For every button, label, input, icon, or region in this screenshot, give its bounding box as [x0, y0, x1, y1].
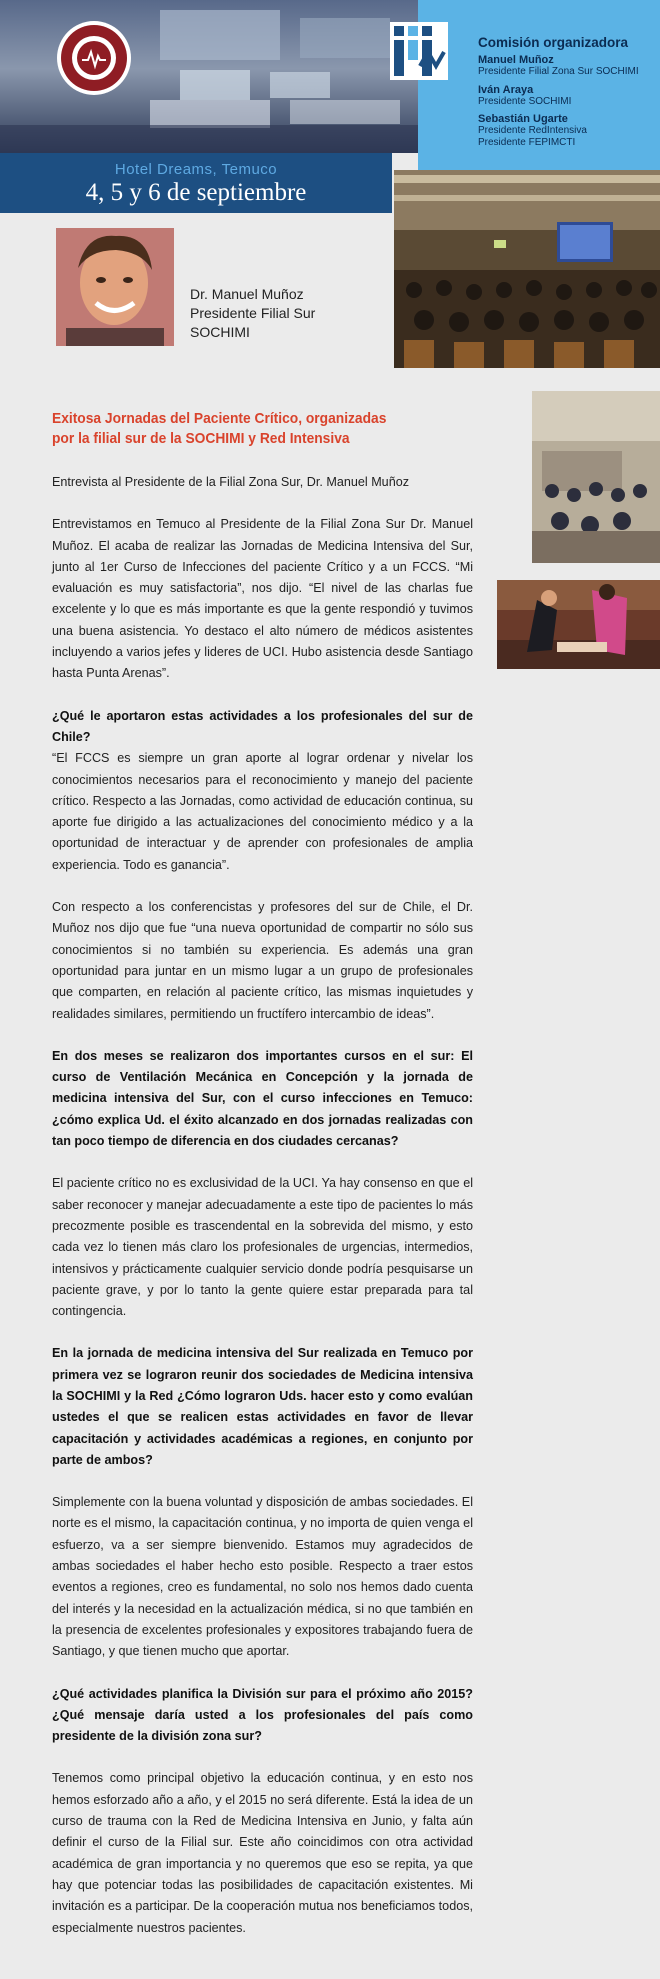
committee-member-name: Manuel Muñoz: [478, 54, 554, 66]
interview-question: En dos meses se realizaron dos importantes cursos en el sur: El curso de Ventilación Mecánica en Concepción y la jornada de medicina intensiva del Sur, con el curso infecciones en Temuco: ¿cómo explica Ud. el éxito alcanzado en dos jornadas realizadas con tan poco tiempo de diferencia en dos ciudades cercanas?: [52, 1048, 473, 1149]
event-dates: 4, 5 y 6 de septiembre: [85, 179, 307, 206]
committee-member-role: Presidente FEPIMCTI: [478, 136, 576, 148]
society-seal-logo: [56, 20, 132, 96]
article-paragraph: El paciente crítico no es exclusividad de la UCI. Ya hay consenso en que el saber reconocer y manejar adecuadamente a este tipo de pacientes lo más precozmente posible es trascendental en la sobrevida del mismo, y esto cada vez lo tienen más claro los profesionales de urgencias, intermedios, intensivos y prácticamente cualquier servicio donde podría pesquisarse un paciente grave, y por lo tanto la gente quiere estar preparada para tal contingencia.: [52, 1176, 473, 1319]
article-subtitle: Entrevista al Presidente de la Filial Zona Sur, Dr. Manuel Muñoz: [52, 475, 409, 489]
committee-member-name: Iván Araya: [478, 83, 534, 96]
date-band: [0, 153, 392, 213]
committee-panel: [418, 0, 660, 170]
caption-org: SOCHIMI: [190, 324, 250, 340]
article-paragraph: Simplemente con la buena voluntad y disposición de ambas sociedades. El norte es el mismo, la capacitación continua, y no importa de quien venga el esfuerzo, va a ser siempre bienvenido. Estamos muy agradecidos de ambas sociedades el haber hecho esto posible. Respecto a traer estos eventos a regiones, creo es fundamental, no solo nos hemos dado cuenta del interés y la necesidad en la actualización médica, si no que también en la presencia de excelentes profesionales y expositores trabajando fuera de Santiago, y que tienen mucho que aportar.: [52, 1495, 473, 1659]
article-paragraph: “El FCCS es siempre un gran aporte al lograr ordenar y nivelar los conocimientos necesarios para el reconocimiento y manejo del paciente crítico. Respecto a las Jornadas, como actividad de educación continua, su aporte fue dirigido a las actualizaciones del conocimiento médico y a la oportunidad de interactuar y de aprender con profesionales de amplia experiencia. Todo es ganancia”.: [52, 751, 473, 872]
interview-question: ¿Qué actividades planifica la División sur para el próximo año 2015? ¿Qué mensaje daría usted a los profesionales del país como presidente de la división zona sur?: [52, 1686, 473, 1744]
header-banner: [0, 0, 418, 153]
committee-title: Comisión organizadora: [478, 35, 629, 50]
article-paragraph: Entrevistamos en Temuco al Presidente de la Filial Zona Sur Dr. Manuel Muñoz. El acaba de realizar las Jornadas de Medicina Intensiva del Sur, junto al 1er Curso de Infecciones del paciente Crítico y a un FCCS. “Mi evaluación es muy satisfactoria”, nos dijo. “El nivel de las charlas fue excelente y lo que es más importante es que la gente respondió y tuvimos una buena asistencia. Yo destaco el alto número de médicos asistentes incluyendo a varios jefes y lideres de UCI. Hubo asistencia desde Santiago hasta Punta Arenas”.: [52, 517, 473, 681]
committee-text: [478, 35, 658, 148]
conference-hall-photo: [394, 170, 660, 368]
venue-text: Hotel Dreams, Temuco: [114, 161, 278, 178]
article-body: [52, 472, 473, 1939]
caption-name: Dr. Manuel Muñoz: [190, 286, 304, 302]
committee-member-name: Sebastián Ugarte: [478, 113, 568, 125]
committee-member-role: Presidente RedIntensiva: [478, 125, 587, 136]
committee-member-role: Presidente SOCHIMI: [478, 95, 572, 107]
article-paragraph: Tenemos como principal objetivo la educación continua, y en esto nos hemos esforzado año a año, y el 2015 no será diferente. Está la idea de un curso de trauma con la Red de Medicina Intensiva en Junio, y falta aún definir el curso de la Filial sur. Este año coincidimos con otra actividad académica de gran importancia y no queremos que eso se repita, ya que hay que potenciar todas las posibilidades de capacitación existentes. Mi invitación es a participar. De la cooperación mutua nos beneficiamos todos, especialmente nuestros pacientes.: [52, 1771, 473, 1935]
committee-member-role: Presidente Filial Zona Sur SOCHIMI: [478, 66, 639, 77]
portrait-caption: [190, 285, 315, 342]
interview-question: ¿Qué le aportaron estas actividades a los profesionales del sur de Chile?: [52, 708, 473, 744]
article-paragraph: Con respecto a los conferencistas y profesores del sur de Chile, el Dr. Muñoz nos dijo que fue “una nueva oportunidad de compartir no sólo sus conocimientos si no también su experiencia. Es además una gran oportunidad para juntar en un mismo lugar a un grupo de profesionales que comparten, en relación al paciente crítico, las mismas inquietudes y realidades similares, permitiendo un fructífero intercambio de ideas”.: [52, 900, 473, 1021]
interview-question: En la jornada de medicina intensiva del Sur realizada en Temuco por primera vez se lograron reunir dos sociedades de Medicina intensiva la SOCHIMI y la Red ¿Cómo lograron Uds. hacer esto y como evalúan ustedes el que se realicen estas actividades en favor de llevar capacitación y actividades académicas a regiones, en conjunto por parte de ambos?: [52, 1346, 473, 1467]
portrait-photo: [56, 228, 174, 346]
training-session-photo: [497, 580, 660, 669]
caption-role: Presidente Filial Sur: [190, 305, 316, 321]
article-headline: Exitosa Jornadas del Paciente Crítico, organizadas por la filial sur de la SOCHIMI y Red Intensiva: [52, 410, 387, 447]
organizer-logo: [390, 22, 448, 80]
seminar-room-photo: [532, 391, 660, 563]
